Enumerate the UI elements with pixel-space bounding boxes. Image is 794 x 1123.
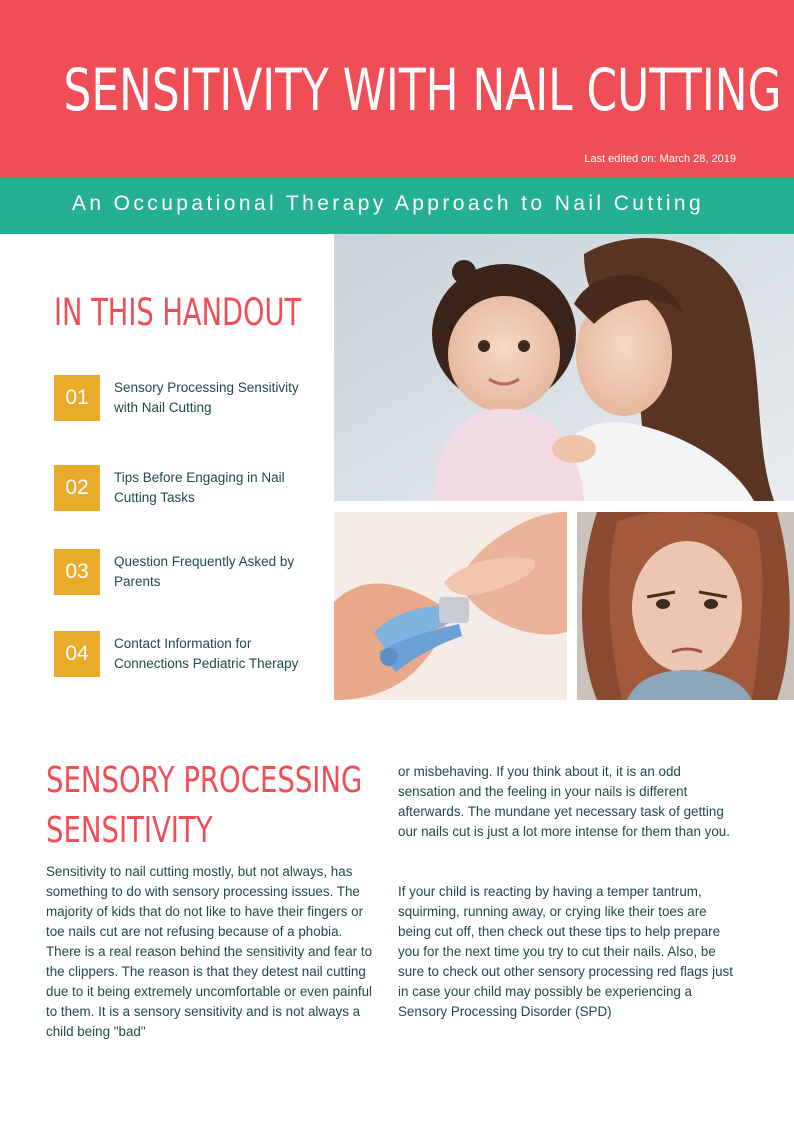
toc-item-04 bbox=[54, 631, 324, 677]
toc-number-badge: 03 bbox=[54, 549, 100, 595]
paragraph-tips: If your child is reacting by having a temper tantrum, squirming, running away, or crying like their toes are being cut off, then check out these tips to help prepare you for the next time you try to cut their nails. Also, be sure to check out other sensory processing red flags just in case your child may possibly be experiencing a Sensory Processing Disorder (SPD) bbox=[398, 884, 733, 1019]
paragraph-misbehaving: or misbehaving. If you think about it, it is an odd sensation and the feeling in your nails is different afterwards. The mundane yet necessary task of getting our nails cut is just a lot more intense for them than you. bbox=[398, 764, 730, 839]
handout-heading: IN THIS HANDOUT bbox=[54, 291, 302, 334]
mother-holding-toddler-photo bbox=[334, 234, 794, 501]
toc-item-text: Sensory Processing Sensitivity with Nail Cutting bbox=[114, 380, 299, 415]
toc-item-03 bbox=[54, 549, 324, 595]
page-title: SENSITIVITY WITH NAIL CUTTING bbox=[63, 56, 782, 124]
nail-clipper-photo bbox=[334, 512, 567, 700]
mother-toddler-illustration bbox=[334, 234, 794, 501]
toc-item-text: Question Frequently Asked by Parents bbox=[114, 554, 295, 589]
subtitle-band bbox=[0, 178, 794, 234]
toc-item-02 bbox=[54, 465, 324, 511]
toc-item-01 bbox=[54, 375, 324, 421]
upset-girl-illustration bbox=[577, 512, 794, 700]
page-subtitle: An Occupational Therapy Approach to Nail Cutting bbox=[71, 192, 705, 215]
toc-number-badge: 02 bbox=[54, 465, 100, 511]
header-banner bbox=[0, 0, 794, 178]
section-heading-line-2: SENSITIVITY bbox=[46, 810, 213, 851]
last-edited-date: Last edited on: March 28, 2019 bbox=[584, 153, 736, 165]
section-heading bbox=[46, 756, 369, 856]
toc-number-badge: 04 bbox=[54, 631, 100, 677]
toc-item-text: Tips Before Engaging in Nail Cutting Tasks bbox=[114, 470, 285, 505]
section-heading-line-1: SENSORY PROCESSING bbox=[46, 760, 363, 801]
paragraph-sensitivity: Sensitivity to nail cutting mostly, but not always, has something to do with sensory processing issues. The majority of kids that do not like to have their fingers or toe nails cut are not refusing because of a phobia. There is a real reason behind the sensitivity and fear to the clippers. The reason is that they detest nail cutting due to it being extremely uncomfortable or even painful to them. It is a sensory sensitivity and is not always a child being "bad" bbox=[46, 864, 373, 1039]
upset-girl-photo bbox=[577, 512, 794, 700]
toc-item-text: Contact Information for Connections Pediatric Therapy bbox=[114, 636, 299, 671]
nail-clipper-illustration bbox=[334, 512, 567, 700]
toc-number-badge: 01 bbox=[54, 375, 100, 421]
